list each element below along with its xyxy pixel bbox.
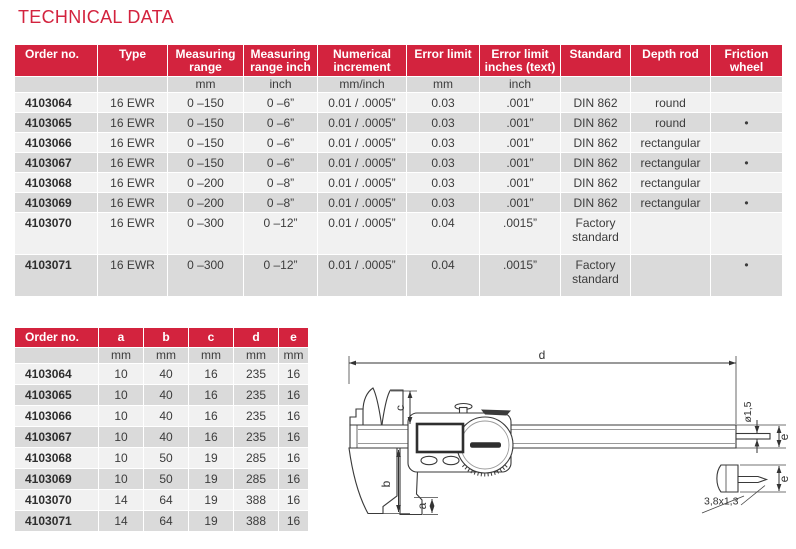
unit-cell: mm [189, 348, 234, 364]
data-cell: 0.04 [407, 213, 480, 255]
data-cell: 16 [279, 490, 309, 511]
table-row [15, 173, 783, 193]
table-row [15, 153, 783, 173]
data-cell: 0 –12” [244, 213, 318, 255]
data-cell: 0 –300 [168, 255, 244, 297]
table-row [15, 93, 783, 113]
data-cell: 0 –150 [168, 93, 244, 113]
order-number-cell: 4103065 [15, 385, 99, 406]
order-number-cell: 4103068 [15, 448, 99, 469]
data-cell: 16 [279, 385, 309, 406]
data-cell: 0.03 [407, 133, 480, 153]
data-cell [631, 213, 711, 255]
data-cell: 0 –6” [244, 153, 318, 173]
flat-rod-detail [702, 465, 791, 513]
data-cell: 0 –8” [244, 173, 318, 193]
data-cell: 235 [234, 364, 279, 385]
data-cell: 64 [144, 490, 189, 511]
data-cell: 64 [144, 511, 189, 532]
data-cell: .001” [480, 93, 561, 113]
table-row [15, 385, 309, 406]
data-cell: rectangular [631, 193, 711, 213]
order-number-cell: 4103070 [15, 213, 98, 255]
data-cell: .001” [480, 193, 561, 213]
table-row [15, 490, 309, 511]
data-cell: 10 [99, 406, 144, 427]
data-cell: Factory standard [561, 213, 631, 255]
data-cell: 16 [189, 427, 234, 448]
unit-cell: mm [234, 348, 279, 364]
units-row [15, 348, 309, 364]
data-cell: 16 EWR [98, 133, 168, 153]
data-cell: 10 [99, 427, 144, 448]
unit-cell [98, 77, 168, 93]
unit-cell: mm [144, 348, 189, 364]
technical-data-table [14, 44, 783, 297]
data-cell: 16 [189, 364, 234, 385]
unit-cell: mm [279, 348, 309, 364]
data-cell: 14 [99, 511, 144, 532]
data-cell: 16 EWR [98, 213, 168, 255]
data-cell: 16 EWR [98, 113, 168, 133]
data-cell: 50 [144, 448, 189, 469]
data-cell: .0015” [480, 213, 561, 255]
data-cell: 235 [234, 427, 279, 448]
table-row [15, 193, 783, 213]
unit-cell [711, 77, 783, 93]
order-number-cell: 4103070 [15, 490, 99, 511]
data-cell: 0.03 [407, 113, 480, 133]
unit-cell: mm [99, 348, 144, 364]
unit-cell: inch [480, 77, 561, 93]
data-cell: DIN 862 [561, 173, 631, 193]
data-cell: 285 [234, 469, 279, 490]
header-row [15, 328, 309, 348]
data-cell: rectangular [631, 153, 711, 173]
dimension-d [349, 348, 736, 424]
data-cell: 235 [234, 385, 279, 406]
data-cell: 16 [279, 364, 309, 385]
data-cell: 0.01 / .0005” [318, 153, 407, 173]
order-number-cell: 4103069 [15, 469, 99, 490]
data-cell: 16 [279, 406, 309, 427]
order-number-cell: 4103071 [15, 255, 98, 297]
data-cell: 16 [279, 448, 309, 469]
unit-cell [15, 348, 99, 364]
wheel-slot [470, 442, 501, 448]
data-cell: 10 [99, 364, 144, 385]
unit-cell [15, 77, 98, 93]
data-cell: rectangular [631, 173, 711, 193]
table-row [15, 406, 309, 427]
display-button [421, 456, 437, 464]
display-housing [408, 404, 513, 477]
data-cell: Factory standard [561, 255, 631, 297]
data-cell: 0 –6” [244, 113, 318, 133]
depth-rod-round [736, 434, 770, 440]
data-cell [711, 93, 783, 113]
order-number-cell: 4103064 [15, 93, 98, 113]
order-number-cell: 4103071 [15, 511, 99, 532]
data-cell: • [711, 255, 783, 297]
data-cell: 16 EWR [98, 93, 168, 113]
data-cell: 0 –150 [168, 153, 244, 173]
data-cell: 16 EWR [98, 193, 168, 213]
svg-text:e: e [777, 475, 791, 483]
column-header: Type [98, 45, 168, 77]
data-cell: 388 [234, 490, 279, 511]
data-cell: 19 [189, 511, 234, 532]
unit-cell [631, 77, 711, 93]
data-cell [711, 213, 783, 255]
svg-text:a: a [415, 502, 429, 510]
data-cell: 40 [144, 385, 189, 406]
data-cell: DIN 862 [561, 133, 631, 153]
column-header: Friction wheel [711, 45, 783, 77]
order-number-cell: 4103067 [15, 153, 98, 173]
data-cell: 19 [189, 490, 234, 511]
data-cell: DIN 862 [561, 153, 631, 173]
table-row [15, 213, 783, 255]
data-cell: 16 [279, 427, 309, 448]
data-cell: 0.01 / .0005” [318, 255, 407, 297]
order-number-cell: 4103065 [15, 113, 98, 133]
data-cell: 0 –6” [244, 93, 318, 113]
data-cell: 14 [99, 490, 144, 511]
svg-text:c: c [393, 405, 407, 411]
data-cell [711, 173, 783, 193]
column-header: b [144, 328, 189, 348]
order-number-cell: 4103066 [15, 406, 99, 427]
data-cell: 16 EWR [98, 153, 168, 173]
data-cell: 0 –200 [168, 173, 244, 193]
data-cell: DIN 862 [561, 113, 631, 133]
table-row [15, 255, 783, 297]
unit-cell [561, 77, 631, 93]
data-cell: 0.01 / .0005” [318, 113, 407, 133]
data-cell: 50 [144, 469, 189, 490]
data-cell: 10 [99, 469, 144, 490]
data-cell: 10 [99, 448, 144, 469]
column-header: a [99, 328, 144, 348]
data-cell: • [711, 113, 783, 133]
data-cell: • [711, 193, 783, 213]
data-cell: 0 –150 [168, 113, 244, 133]
data-cell: 16 EWR [98, 255, 168, 297]
table-row [15, 511, 309, 532]
table-row [15, 469, 309, 490]
data-cell [711, 133, 783, 153]
data-cell: 0 –300 [168, 213, 244, 255]
column-header: Numerical increment [318, 45, 407, 77]
data-cell: rectangular [631, 133, 711, 153]
data-cell: 16 [279, 511, 309, 532]
data-cell: • [711, 153, 783, 173]
table-row [15, 364, 309, 385]
data-cell: round [631, 113, 711, 133]
caliper-technical-drawing [330, 314, 796, 549]
data-cell: 388 [234, 511, 279, 532]
svg-text:ø1,5: ø1,5 [742, 401, 754, 423]
column-header: Standard [561, 45, 631, 77]
svg-text:b: b [379, 480, 393, 488]
data-cell: 19 [189, 469, 234, 490]
unit-cell: mm [407, 77, 480, 93]
data-cell: round [631, 93, 711, 113]
column-header: Depth rod [631, 45, 711, 77]
column-header: Order no. [15, 328, 99, 348]
data-cell: .001” [480, 173, 561, 193]
units-row [15, 77, 783, 93]
lcd-display [417, 424, 463, 452]
table-row [15, 448, 309, 469]
table-row [15, 133, 783, 153]
unit-cell: inch [244, 77, 318, 93]
dimensions-table [14, 327, 309, 532]
svg-text:e: e [777, 433, 791, 441]
data-cell: 235 [234, 406, 279, 427]
display-button [443, 456, 459, 464]
data-cell: 0.01 / .0005” [318, 93, 407, 113]
data-cell: 0.03 [407, 153, 480, 173]
column-header: c [189, 328, 234, 348]
column-header: Error limit [407, 45, 480, 77]
data-cell: .0015” [480, 255, 561, 297]
dimension-rod-diameter [742, 401, 757, 453]
data-cell: 10 [99, 385, 144, 406]
unit-cell: mm [168, 77, 244, 93]
table-row [15, 427, 309, 448]
svg-text:d: d [538, 348, 546, 362]
order-number-cell: 4103067 [15, 427, 99, 448]
data-cell: 0.01 / .0005” [318, 133, 407, 153]
column-header: Measuring range [168, 45, 244, 77]
data-cell: 0.03 [407, 173, 480, 193]
data-cell: 0.03 [407, 93, 480, 113]
data-cell: 40 [144, 406, 189, 427]
data-cell: 0.04 [407, 255, 480, 297]
data-cell: DIN 862 [561, 93, 631, 113]
order-number-cell: 4103064 [15, 364, 99, 385]
data-cell: 0 –6” [244, 133, 318, 153]
order-number-cell: 4103066 [15, 133, 98, 153]
data-cell: 0.01 / .0005” [318, 193, 407, 213]
data-cell: 40 [144, 427, 189, 448]
flat-rod-size-label: 3,8x1,3 [704, 495, 739, 508]
data-cell: 0.03 [407, 193, 480, 213]
data-cell: 0.01 / .0005” [318, 173, 407, 193]
data-cell: 285 [234, 448, 279, 469]
header-row [15, 45, 783, 77]
data-cell: 19 [189, 448, 234, 469]
order-number-cell: 4103068 [15, 173, 98, 193]
page-title: TECHNICAL DATA [18, 7, 174, 27]
data-cell [631, 255, 711, 297]
data-cell: .001” [480, 133, 561, 153]
data-cell: 0 –8” [244, 193, 318, 213]
data-cell: 16 [279, 469, 309, 490]
data-cell: 16 [189, 406, 234, 427]
column-header: Measuring range inch [244, 45, 318, 77]
unit-cell: mm/inch [318, 77, 407, 93]
data-cell: 0 –200 [168, 193, 244, 213]
column-header: Order no. [15, 45, 98, 77]
column-header: d [234, 328, 279, 348]
column-header: e [279, 328, 309, 348]
data-cell: 0 –12” [244, 255, 318, 297]
data-cell: 0.01 / .0005” [318, 213, 407, 255]
data-cell: 0 –150 [168, 133, 244, 153]
data-cell: 16 [189, 385, 234, 406]
data-cell: .001” [480, 153, 561, 173]
data-cell: 40 [144, 364, 189, 385]
data-cell: 16 EWR [98, 173, 168, 193]
data-cell: .001” [480, 113, 561, 133]
table-row [15, 113, 783, 133]
order-number-cell: 4103069 [15, 193, 98, 213]
column-header: Error limit inches (text) [480, 45, 561, 77]
data-cell: DIN 862 [561, 193, 631, 213]
